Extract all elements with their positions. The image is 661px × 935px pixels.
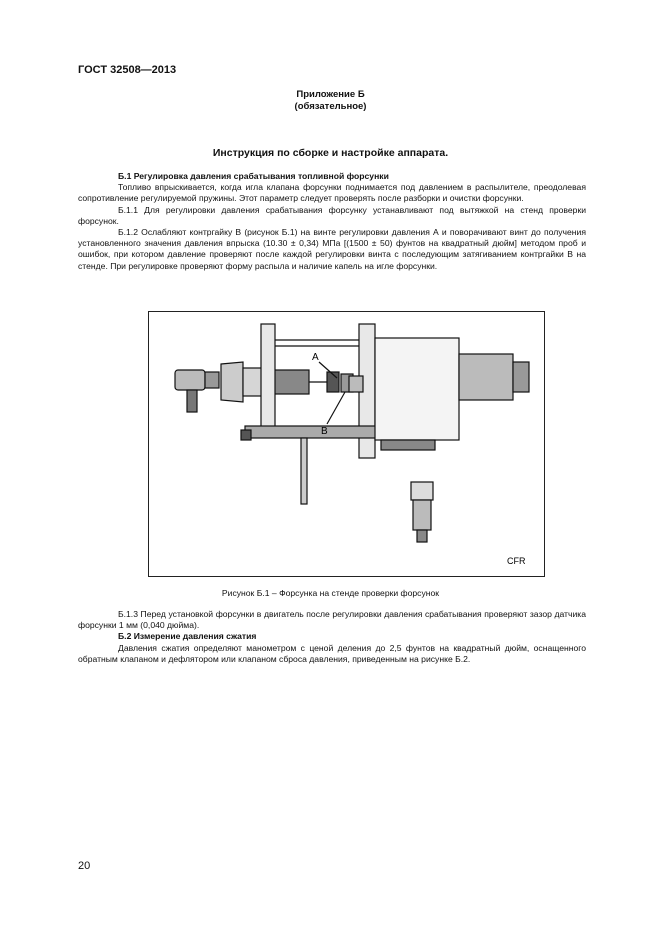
rod-end-nut bbox=[241, 430, 251, 440]
standard-code: ГОСТ 32508—2013 bbox=[78, 64, 177, 76]
screw-holder bbox=[349, 376, 363, 392]
figure-b1 bbox=[148, 311, 545, 577]
section-continued-text bbox=[78, 609, 586, 665]
figure-caption: Рисунок Б.1 – Форсунка на стенде проверки форсунок bbox=[221, 588, 440, 598]
nozzle-body bbox=[413, 500, 431, 530]
annex-status: (обязательное) bbox=[294, 101, 367, 112]
paragraph: Б.1.2 Ослабляют контргайку В (рисунок Б.1) на винте регулировки давления А и поворачивают винт до получения установленного значения давления впрыска (10.30 ± 0,34) МПа [(1500 ± 50) фунтов на квадратный дюйм] методом проб и ошибок, при котором давление проверяют после каждой регулировки винта с последующим затягиванием контргайки В на стенде. При регулировке проверяют форму распыла и наличие капель на игле форсунки. bbox=[78, 227, 586, 271]
nozzle-nut bbox=[411, 482, 433, 500]
vertical-rod bbox=[301, 438, 307, 504]
left-fitting-stub bbox=[187, 390, 197, 412]
paragraph: Б.1.1 Для регулировки давления срабатывания форсунку устанавливают под вытяжкой на стенд проверки форсунок. bbox=[78, 204, 586, 226]
annex-title: Приложение Б bbox=[296, 89, 365, 100]
right-connector bbox=[459, 354, 513, 400]
left-fitting bbox=[175, 370, 205, 390]
paragraph: Давления сжатия определяют манометром с ценой деления до 2,5 фунтов на квадратный дюйм, оснащенного обратным клапаном и дефлятором или клапаном сброса давления, приведенным на рисунке Б.2. bbox=[78, 642, 586, 664]
label-a: A bbox=[312, 352, 319, 363]
paragraph: Топливо впрыскивается, когда игла клапана форсунки поднимается под давлением в распылителе, преодолевая сопротивление регулируемой пружины. Этот параметр следует проверять после разборки и очистки форсунки. bbox=[78, 182, 586, 204]
paragraph: Б.1.3 Перед установкой форсунки в двигатель после регулировки давления срабатывания проверяют зазор датчика форсунки 1 мм (0,040 дюйма). bbox=[78, 609, 586, 631]
right-connector-cap bbox=[513, 362, 529, 392]
nozzle-tip bbox=[417, 530, 427, 542]
left-fitting-collar bbox=[205, 372, 219, 388]
label-b: B bbox=[321, 426, 328, 437]
tie-rod-bottom bbox=[245, 426, 395, 438]
threaded-rod bbox=[273, 370, 309, 394]
injector-base bbox=[381, 440, 435, 450]
cfr-watermark: CFR bbox=[507, 556, 526, 566]
section-2-title: Б.2 Измерение давления сжатия bbox=[118, 631, 257, 642]
section-1-title: Б.1 Регулировка давления срабатывания топливной форсунки bbox=[118, 171, 389, 181]
page-heading: Инструкция по сборке и настройке аппарата. bbox=[212, 147, 449, 159]
leader-b bbox=[327, 392, 345, 424]
annex-header bbox=[0, 89, 661, 113]
page-number: 20 bbox=[78, 860, 91, 872]
injector-test-stand-drawing bbox=[149, 312, 546, 578]
injector-body bbox=[375, 338, 459, 440]
section-1-text bbox=[78, 171, 586, 272]
left-nut bbox=[221, 362, 243, 402]
frame-plate-left bbox=[261, 324, 275, 430]
